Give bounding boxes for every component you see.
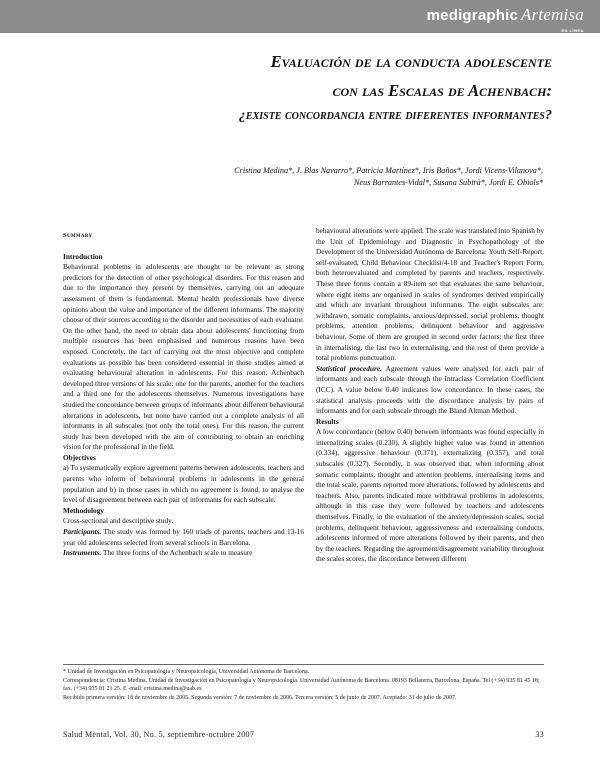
journal-citation: Salud Mental, Vol. 30, No. 5, septiembre-octubre 2007	[63, 730, 255, 739]
statistical-label: Statistical procedure.	[316, 363, 382, 373]
dates-note: Recibido primera versión: 18 de noviembre de 2005. Segunda versión: 7 de noviembre de 2006. Tercera versión: 5 de junio de 2007. Aceptado: 31 de julio de 2007.	[63, 694, 457, 701]
summary-heading: Summary	[63, 232, 93, 239]
instruments-paragraph	[63, 548, 304, 559]
authors-line-1: Cristina Medina*, J. Blas Navarro*, Patricia Martínez*, Iris Baños*, Jordi Vicens-Vilanova*,	[234, 166, 543, 175]
methodology-heading: Methodology	[63, 505, 104, 515]
left-column	[63, 226, 304, 559]
brand-script-text: Artemisa	[521, 5, 584, 24]
article-title-line-3: ¿existe concordancia entre diferentes informantes?	[238, 108, 552, 123]
page-number: 33	[535, 730, 544, 739]
brand-main-text: medigraphic	[426, 7, 519, 24]
footnote-divider	[63, 664, 544, 665]
results-paragraph: A low concordance (below 0.40) between informants was found especially in internalizing scales (0.230). A slightly higher value was found in attention (0.334), aggressive behaviour (0.371), externalizing (0.357), and total subscales (0.327). Secondly, it was observed that, when informing about somatic complaints, thought and attention problems, internalising items and the total scale, parents reported more alterations, followed by adolescents and teachers. Also, parents indicated more withdrawal problems in adolescents, although in this case they were followed by teachers and adolescents themselves. Finally, in the evaluation of the anxiety/depression scales, social problems, delinquent behaviour, aggressiveness and externalising conducts, adolescents informed of more alterations followed by their parents, and then by the teachers. Regarding the agreement/disagreement variability throughout the scales scores, the discordance between different	[316, 427, 544, 564]
statistical-paragraph	[316, 364, 544, 417]
instruments-continuation-paragraph: behavioural alterations were applied. The scale was translated into Spanish by the Unit of Epidemiology and Diagnostic in Psychopathology of the Development of the Universidad Autónoma de Barcelona: Youth Self-Report, self-evaluated, Child Behaviour Checklist/4-18 and Teacher's Report Form, both heteroevaluated and completed by parents and teachers, respectively. These three forms contain a 89-item set that evaluates the same behaviour, where eight items are organised in scales of syndromes derived empirically and which are invariant throughout informants. The eight subscales are: withdrawn, somatic complaints, anxious/depressed, social problems, thought problems, attention problems, delinquent behaviour and aggressive behaviour. Some of them are grouped in second order factors: the first three in internalising, the last two in externalising, and the rest of them provide a total problems punctuation.	[316, 226, 544, 363]
article-title-line-2: con las Escalas de Achenbach:	[332, 81, 552, 100]
methodology-paragraph: Cross-sectional and descriptive study.	[63, 516, 174, 526]
statistical-text: Agreement values were analysed for each pair of informants and each subscale through the Intraclass Correlation Coefficient (ICC). A value below 0.40 indicates low concordance. In these cases, the statistical analysis proceeds with the discordance analysis by pairs of informants and for each subscale through the Bland Altman Method.	[316, 363, 545, 416]
results-heading: Results	[316, 416, 339, 426]
introduction-heading: Introduction	[63, 251, 103, 261]
footnotes	[63, 668, 544, 702]
objectives-heading: Objectives	[63, 452, 96, 462]
affiliation-note: * Unidad de Investigación en Psicopatología y Neuropsicología, Universidad Autónoma de Barcelona.	[63, 669, 310, 675]
correspondence-note: Correspondencia: Cristina Medina. Unidad de Investigación en Psicopatología y Neuropsicología. Universidad Autónoma de Barcelona. 08193 Bellaterra, Barcelona, España. Tel (+34) 935 81 45 18; fax. (+34) 935 81 21 25. E -mail: cristina.medina@uab.es	[63, 677, 540, 693]
brand-sub-text: EN LÍNEA	[561, 28, 584, 33]
participants-paragraph	[63, 527, 304, 548]
authors-line-2: Neus Barrantes-Vidal*, Susana Subirà*, Jordi E. Obiols*	[354, 178, 543, 187]
header-bar	[0, 0, 600, 33]
right-column	[316, 226, 544, 565]
instruments-text: The three forms of the Achenbach scale to measure	[101, 548, 253, 558]
objectives-paragraph: a) To systematically explore agreement patterns between adolescents, teachers and parents who inform of behavioural problems in adolescents in the general population and b) in those cases in which no agreement is found, to analyse the level of disagreement between each pair of informants for each subscale.	[63, 463, 304, 505]
participants-text: The study was formed by 160 triads of parents, teachers and 13-16 year old adolescents selected from several schools in Barcelona.	[63, 527, 304, 547]
participants-label: Participants.	[63, 527, 102, 537]
article-title-line-1: Evaluación de la conducta adolescente	[270, 52, 552, 71]
instruments-label: Instruments.	[63, 548, 102, 558]
brand-logo[interactable]	[426, 5, 584, 33]
page-footer	[63, 730, 544, 739]
introduction-paragraph: Behavioural problems in adolescents are thought to be relevant as strong predictors for the detection of other psychological disorders. For this reason and due to the importance they present by themselves, carrying out an adequate assessment of them is fundamental. Mental health professionals have diverse opinions about the value and importance of the different informants. The majority choose of their sources according to the disorder and necessities of each evaluator. On the other hand, the need to obtain data about adolescents' functioning from multiple resources has been emphasised and numerous reasons have been exposed. Concretely, the fact of carrying out the most objective and complete evaluations as possible has been considered essential in those studies aimed at evaluating behavioural alteration in adolescents. For this reason, Achenbach developed three versions of his scale: one for the parents, another for the teachers and a third one for the adolescents themselves. Numerous investigations have studied the concordance between groups of informants about different behavioural alterations in adolescents, but none have carried out a complete analysis of all informants in all subscales (not only the total ones). For this reason, the current study has been developed with the aim of contributing to obtain an enriching vision for the professional in the field.	[63, 262, 304, 452]
